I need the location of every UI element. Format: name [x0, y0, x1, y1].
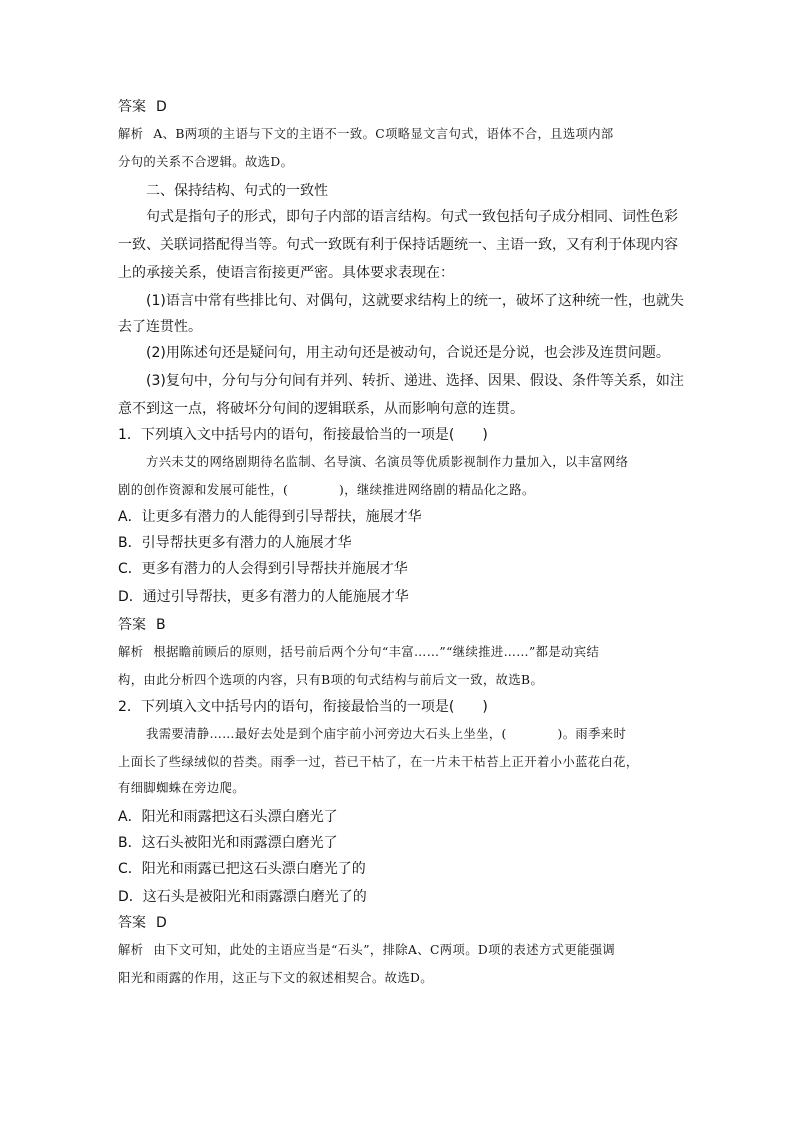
paragraph-line: 句式是指句子的形式，即句子内部的语言结构。句式一致包括句子成分相同、词性色彩	[146, 209, 678, 225]
analysis-text: 分句的关系不合逻辑。故选D。	[118, 155, 294, 169]
answer-line	[118, 912, 167, 932]
passage-line: 剧的创作资源和发展可能性，( )，继续推进网络剧的精品化之路。	[118, 483, 535, 497]
paragraph-line: 一致、关联词搭配得当等。句式一致既有利于保持话题统一、主语一致，又有利于体现内容	[118, 237, 678, 253]
option-c: C．更多有潜力的人会得到引导帮扶并施展才华	[118, 561, 408, 577]
passage-line: 有细脚蜘蛛在旁边爬。	[118, 781, 245, 795]
analysis-text: 由下文可知，此处的主语应当是“石头”，排除A、C两项。D项的表述方式更能强调	[153, 943, 616, 957]
requirement-line: (1)语言中常有些排比句、对偶句，这就要求结构上的统一，破坏了这种统一性，也就失	[146, 293, 684, 309]
analysis-line	[118, 940, 615, 958]
requirement-line: (3)复句中，分句与分句间有并列、转折、递进、选择、因果、假设、条件等关系，如注	[146, 373, 684, 389]
analysis-label: 解析	[118, 127, 144, 141]
analysis-line	[118, 642, 599, 660]
option-a: A．让更多有潜力的人能得到引导帮扶，施展才华	[118, 509, 422, 525]
analysis-text: 根据瞻前顾后的原则，括号前后两个分句“丰富……”“继续推进……”都是动宾结	[153, 645, 600, 659]
analysis-text: 阳光和雨露的作用，这正与下文的叙述相契合。故选D。	[118, 971, 433, 985]
option-b: B．这石头被阳光和雨露漂白磨光了	[118, 835, 338, 851]
answer-value: B	[156, 617, 166, 633]
answer-label: 答案	[118, 99, 146, 115]
analysis-label: 解析	[118, 943, 144, 957]
answer-value: D	[156, 99, 167, 115]
requirement-line: 去了连贯性。	[118, 319, 202, 335]
answer-line	[118, 614, 166, 634]
answer-label: 答案	[118, 617, 146, 633]
paragraph-line: 上的承接关系，使语言衔接更严密。具体要求表现在：	[118, 265, 454, 281]
analysis-text: 构，由此分析四个选项的内容，只有B项的句式结构与前后文一致，故选B。	[118, 673, 544, 687]
answer-value: D	[156, 915, 167, 931]
answer-line	[118, 96, 167, 116]
option-a: A．阳光和雨露把这石头漂白磨光了	[118, 809, 338, 825]
passage-line: 方兴未艾的网络剧期待名监制、名导演、名演员等优质影视制作力量加入，以丰富网络	[146, 455, 629, 469]
passage-line: 我需要清静……最好去处是到个庙宇前小河旁边大石头上坐坐，( )。雨季来时	[146, 727, 627, 741]
analysis-text: A、B两项的主语与下文的主语不一致。C项略显文言句式，语体不合，且选项内部	[153, 127, 614, 141]
section-heading: 二、保持结构、句式的一致性	[146, 183, 328, 199]
question-stem: 2．下列填入文中括号内的语句，衔接最恰当的一项是( )	[118, 699, 488, 715]
option-d: D．通过引导帮扶，更多有潜力的人能施展才华	[118, 589, 409, 605]
option-c: C．阳光和雨露已把这石头漂白磨光了的	[118, 861, 366, 877]
analysis-line	[118, 124, 614, 142]
question-stem: 1．下列填入文中括号内的语句，衔接最恰当的一项是( )	[118, 427, 488, 443]
analysis-label: 解析	[118, 645, 144, 659]
answer-label: 答案	[118, 915, 146, 931]
requirement-line: 意不到这一点，将破坏分句间的逻辑联系，从而影响句意的连贯。	[118, 401, 524, 417]
requirement-line: (2)用陈述句还是疑问句，用主动句还是被动句，合说还是分说，也会涉及连贯问题。	[146, 345, 670, 361]
option-b: B．引导帮扶更多有潜力的人施展才华	[118, 535, 352, 551]
passage-line: 上面长了些绿绒似的苔类。雨季一过，苔已干枯了，在一片未干枯苔上正开着小小蓝花白花，	[118, 755, 639, 769]
option-d: D．这石头是被阳光和雨露漂白磨光了的	[118, 889, 367, 905]
